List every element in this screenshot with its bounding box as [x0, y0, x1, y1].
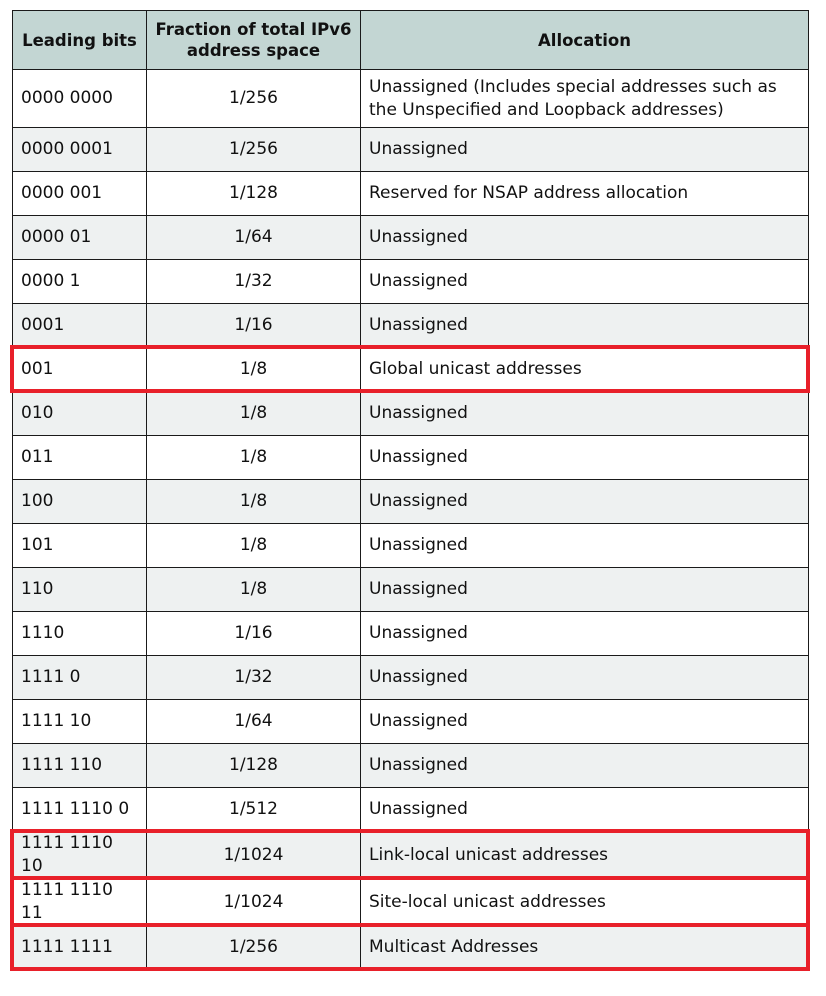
cell-fraction: 1/32	[147, 260, 361, 304]
cell-fraction: 1/8	[147, 348, 361, 392]
cell-leading-bits: 1110	[13, 612, 147, 656]
cell-allocation: Unassigned	[361, 304, 809, 348]
cell-allocation: Unassigned	[361, 128, 809, 172]
cell-allocation: Unassigned	[361, 436, 809, 480]
table-row	[13, 70, 809, 128]
cell-leading-bits: 011	[13, 436, 147, 480]
cell-allocation: Unassigned	[361, 392, 809, 436]
cell-fraction: 1/256	[147, 128, 361, 172]
cell-fraction: 1/1024	[147, 879, 361, 926]
header-allocation: Allocation	[361, 11, 809, 70]
table-row	[13, 656, 809, 700]
cell-fraction: 1/8	[147, 568, 361, 612]
cell-leading-bits: 1111 110	[13, 744, 147, 788]
cell-allocation: Unassigned	[361, 656, 809, 700]
cell-leading-bits: 1111 10	[13, 700, 147, 744]
table-row	[13, 436, 809, 480]
table-header-row	[13, 11, 809, 70]
cell-leading-bits: 0000 0000	[13, 70, 147, 128]
header-leading-bits: Leading bits	[13, 11, 147, 70]
cell-allocation: Unassigned (Includes special addresses such as the Unspecified and Loopback addresses)	[361, 70, 809, 128]
cell-fraction: 1/128	[147, 744, 361, 788]
table-row	[13, 216, 809, 260]
cell-leading-bits: 110	[13, 568, 147, 612]
table-row	[13, 172, 809, 216]
cell-allocation: Link-local unicast addresses	[361, 832, 809, 879]
header-fraction: Fraction of total IPv6 address space	[147, 11, 361, 70]
cell-fraction: 1/128	[147, 172, 361, 216]
cell-fraction: 1/1024	[147, 832, 361, 879]
cell-allocation: Reserved for NSAP address allocation	[361, 172, 809, 216]
cell-leading-bits: 001	[13, 348, 147, 392]
cell-fraction: 1/16	[147, 304, 361, 348]
cell-leading-bits: 0000 1	[13, 260, 147, 304]
cell-fraction: 1/32	[147, 656, 361, 700]
cell-leading-bits: 1111 1110 11	[13, 879, 147, 926]
cell-fraction: 1/256	[147, 70, 361, 128]
table-row	[13, 260, 809, 304]
cell-fraction: 1/8	[147, 436, 361, 480]
cell-leading-bits: 010	[13, 392, 147, 436]
table-body	[13, 70, 809, 970]
table-row	[13, 392, 809, 436]
cell-leading-bits: 1111 1111	[13, 926, 147, 970]
cell-fraction: 1/64	[147, 700, 361, 744]
table-row	[13, 788, 809, 832]
cell-allocation: Unassigned	[361, 700, 809, 744]
cell-allocation: Site-local unicast addresses	[361, 879, 809, 926]
cell-fraction: 1/64	[147, 216, 361, 260]
table-row	[13, 480, 809, 524]
cell-allocation: Unassigned	[361, 568, 809, 612]
cell-allocation: Global unicast addresses	[361, 348, 809, 392]
table-row	[13, 700, 809, 744]
table-row	[13, 304, 809, 348]
cell-fraction: 1/8	[147, 392, 361, 436]
cell-leading-bits: 100	[13, 480, 147, 524]
cell-leading-bits: 101	[13, 524, 147, 568]
cell-allocation: Unassigned	[361, 216, 809, 260]
cell-allocation: Unassigned	[361, 260, 809, 304]
cell-leading-bits: 1111 1110 10	[13, 832, 147, 879]
table-row	[13, 568, 809, 612]
table-row	[13, 128, 809, 172]
cell-fraction: 1/256	[147, 926, 361, 970]
cell-fraction: 1/16	[147, 612, 361, 656]
table-row	[13, 524, 809, 568]
cell-leading-bits: 1111 0	[13, 656, 147, 700]
table-row	[13, 926, 809, 970]
table-row	[13, 612, 809, 656]
cell-leading-bits: 1111 1110 0	[13, 788, 147, 832]
cell-allocation: Unassigned	[361, 788, 809, 832]
cell-allocation: Unassigned	[361, 612, 809, 656]
cell-allocation: Unassigned	[361, 480, 809, 524]
cell-allocation: Unassigned	[361, 524, 809, 568]
cell-fraction: 1/8	[147, 480, 361, 524]
table-row	[13, 744, 809, 788]
cell-leading-bits: 0000 01	[13, 216, 147, 260]
cell-leading-bits: 0000 0001	[13, 128, 147, 172]
table-row	[13, 832, 809, 879]
cell-fraction: 1/512	[147, 788, 361, 832]
cell-allocation: Multicast Addresses	[361, 926, 809, 970]
cell-leading-bits: 0000 001	[13, 172, 147, 216]
cell-fraction: 1/8	[147, 524, 361, 568]
table-row	[13, 348, 809, 392]
cell-allocation: Unassigned	[361, 744, 809, 788]
table-row	[13, 879, 809, 926]
cell-leading-bits: 0001	[13, 304, 147, 348]
ipv6-allocation-table	[12, 10, 809, 970]
ipv6-allocation-table-container	[12, 10, 808, 970]
